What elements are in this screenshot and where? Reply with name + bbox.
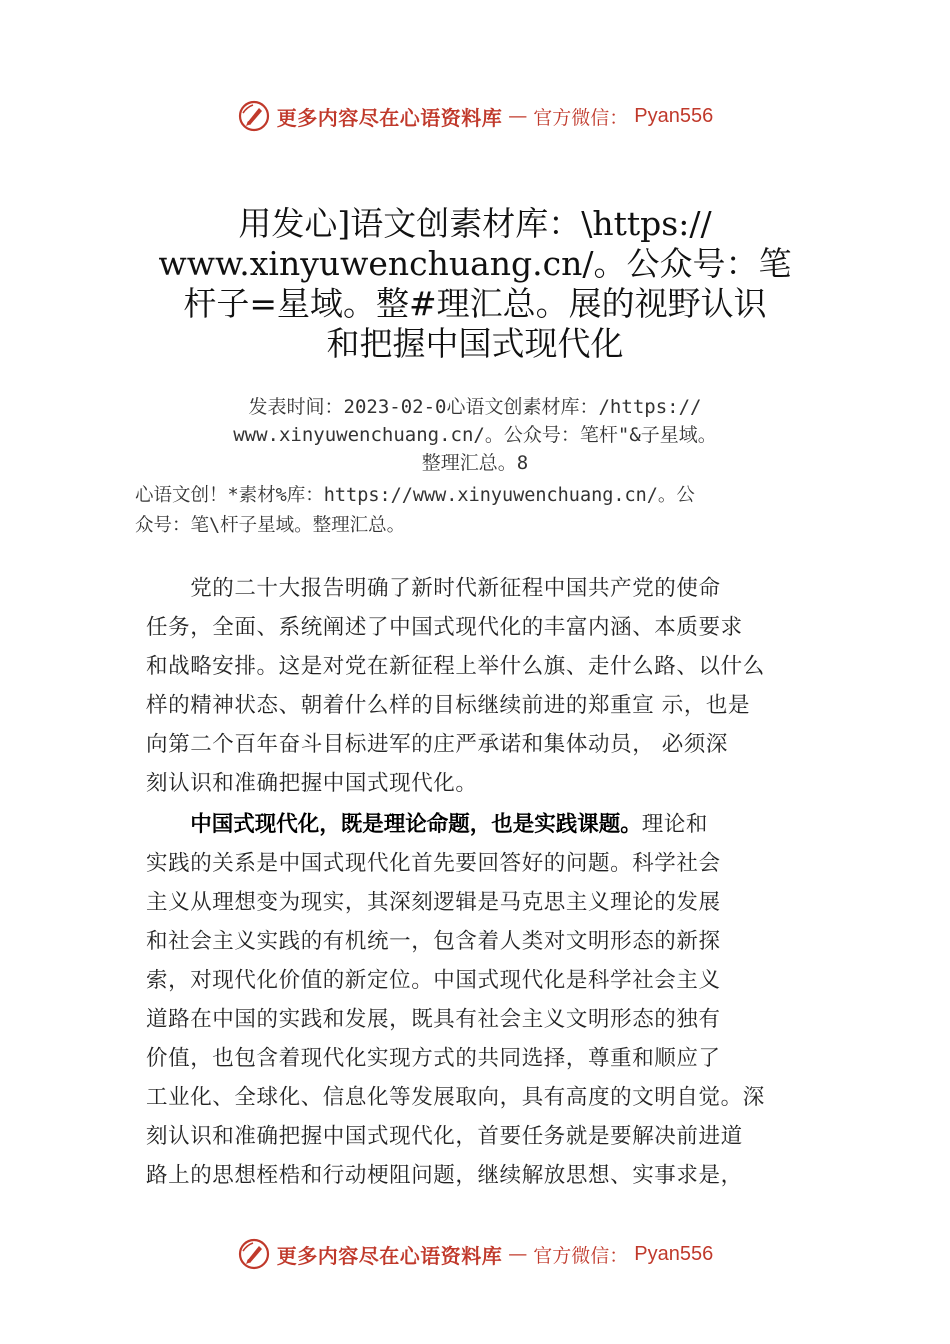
paragraph-lead-line	[146, 805, 836, 844]
paragraph-line: 索，对现代化价值的新定位。中国式现代化是科学社会主义	[146, 968, 721, 993]
banner-wechat-label: 官方微信：	[533, 106, 629, 129]
banner-text: 更多内容尽在心语资料库	[276, 105, 503, 130]
paragraph-line: 样的精神状态、朝着什么样的目标继续前进的郑重宣 示，也是	[146, 693, 751, 718]
title-line: 用发心]语文创素材库：\https://	[238, 204, 712, 243]
source-note	[135, 481, 835, 541]
meta-line: 发表时间：2023-02-0心语文创素材库：/https://	[248, 396, 702, 418]
banner-wechat-id: Pyan556	[634, 104, 714, 127]
paragraph-1	[146, 569, 836, 803]
source-line: 心语文创！*素材%库：https://www.xinyuwenchuang.cn/。公	[135, 485, 695, 506]
paragraph-lead-rest: 理论和	[641, 812, 709, 837]
article-title	[120, 204, 830, 364]
lead-indent	[146, 812, 190, 837]
title-line: 杆子=星域。整#理汇总。展的视野认识	[183, 284, 767, 323]
footer-banner	[0, 1234, 950, 1274]
banner-wechat-id: Pyan556	[634, 1242, 714, 1265]
paragraph-line: 向第二个百年奋斗目标进军的庄严承诺和集体动员， 必须深	[146, 732, 729, 757]
banner-dash: —	[508, 1243, 528, 1265]
banner-wechat-label: 官方微信：	[533, 1244, 629, 1267]
paragraph-line: 任务，全面、系统阐述了中国式现代化的丰富内涵、本质要求	[146, 615, 743, 640]
source-line: 众号：笔\杆子星域。整理汇总。	[135, 515, 406, 536]
title-line: www.xinyuwenchuang.cn/。公众号：笔	[158, 244, 792, 283]
paragraph-line: 道路在中国的实践和发展，既具有社会主义文明形态的独有	[146, 1007, 721, 1032]
paragraph-line: 价值，也包含着现代化实现方式的共同选择，尊重和顺应了	[146, 1046, 721, 1071]
paragraph-2	[146, 805, 836, 1195]
banner-dash: —	[508, 105, 528, 127]
paragraph-line: 党的二十大报告明确了新时代新征程中国共产党的使命	[146, 576, 721, 601]
paragraph-line: 主义从理想变为现实，其深刻逻辑是马克思主义理论的发展	[146, 890, 721, 915]
paragraph-line: 刻认识和准确把握中国式现代化。	[146, 771, 478, 796]
header-banner	[0, 96, 950, 136]
paragraph-line: 工业化、全球化、信息化等发展取向，具有高度的文明自觉。深	[146, 1085, 765, 1110]
paragraph-line: 实践的关系是中国式现代化首先要回答好的问题。科学社会	[146, 851, 721, 876]
paragraph-line: 和社会主义实践的有机统一，包含着人类对文明形态的新探	[146, 929, 721, 954]
paragraph-line: 路上的思想桎梏和行动梗阻问题，继续解放思想、实事求是，	[146, 1163, 743, 1188]
pen-nib-seal-icon	[237, 1237, 271, 1271]
publish-meta	[120, 393, 830, 477]
pen-nib-seal-icon	[237, 99, 271, 133]
meta-line: www.xinyuwenchuang.cn/。公众号：笔杆"&子星域。	[233, 424, 717, 446]
paragraph-line: 和战略安排。这是对党在新征程上举什么旗、走什么路、以什么	[146, 654, 765, 679]
paragraph-line: 刻认识和准确把握中国式现代化，首要任务就是要解决前进道	[146, 1124, 743, 1149]
banner-text: 更多内容尽在心语资料库	[276, 1243, 503, 1268]
paragraph-lead-bold: 中国式现代化，既是理论命题，也是实践课题。	[190, 812, 642, 837]
title-line: 和把握中国式现代化	[326, 324, 624, 363]
meta-line: 整理汇总。8	[421, 452, 529, 474]
